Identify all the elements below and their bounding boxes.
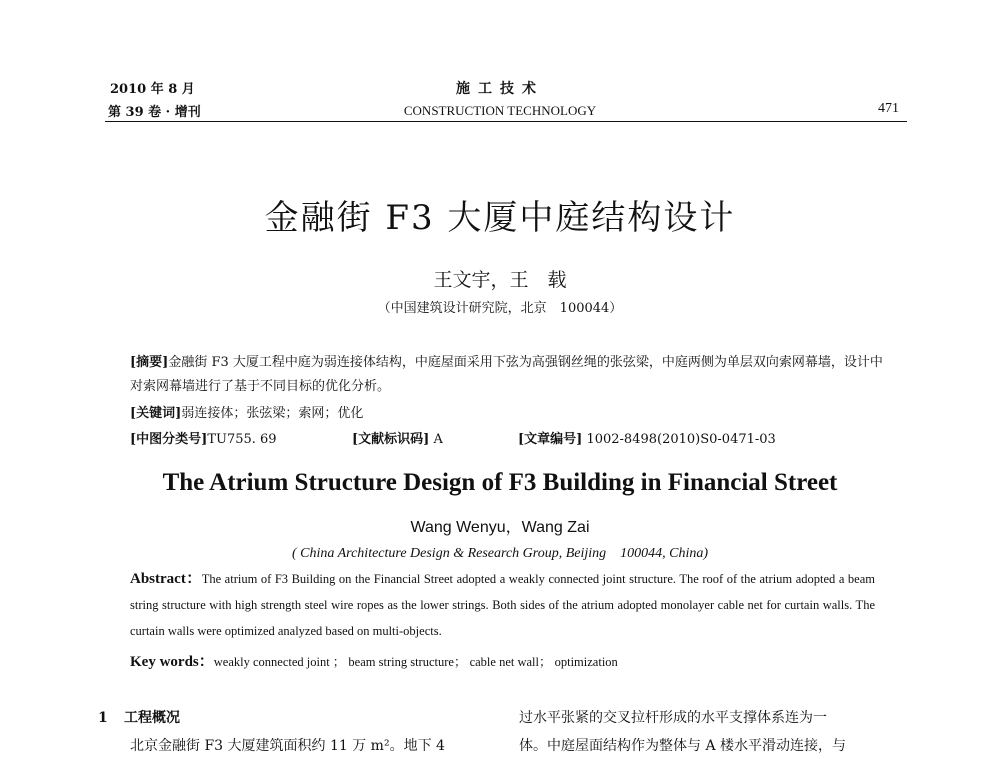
clc-label: [中图分类号] — [130, 432, 208, 447]
paper-title-en: The Atrium Structure Design of F3 Building in Financial Street — [162, 469, 838, 496]
document-code — [352, 428, 443, 447]
journal-name-en: CONSTRUCTION TECHNOLOGY — [403, 103, 597, 118]
paper-title-cn: 金融街 F3 大厦中庭结构设计 — [264, 198, 736, 238]
issue-date: 2010 年 8 月 — [110, 82, 195, 97]
abstract-en-label: Abstract： — [130, 571, 202, 587]
keywords-cn-text: 弱连接体；张弦梁；索网；优化 — [181, 406, 364, 421]
article-number — [518, 428, 776, 447]
keywords-cn — [130, 402, 363, 421]
abstract-cn-label: [摘要] — [130, 355, 169, 370]
keywords-cn-label: [关键词] — [130, 406, 182, 421]
page-number: 471 — [878, 101, 899, 116]
abstract-cn-text: 金融街 F3 大厦工程中庭为弱连接体结构，中庭屋面采用下弦为高强钢丝绳的张弦梁，中庭两侧为单层双向索网幕墙，设计中对索网幕墙进行了基于不同目标的优化分析。 — [130, 355, 883, 394]
section-title: 工程概况 — [124, 710, 180, 726]
article-number-value: 1002-8498(2010)S0-0471-03 — [586, 432, 776, 447]
section-heading — [98, 707, 180, 727]
header-rule — [105, 121, 907, 122]
keywords-en — [130, 650, 618, 671]
section-number: 1 — [98, 710, 108, 726]
keywords-en-label: Key words： — [130, 654, 214, 670]
abstract-cn — [130, 351, 890, 399]
volume-info: 第 39 卷 · 增刊 — [108, 105, 201, 120]
abstract-en-text: The atrium of F3 Building on the Financial Street adopted a weakly connected joint structure. The roof of the atrium adopted a beam string structure with high strength steel wire ropes as the lower strings. Both sides of the atrium adopted monolayer cable net for curtain walls. The curtain walls were optimized analyzed based on multi-objects. — [130, 572, 875, 638]
journal-name-cn: 施工技术 — [456, 81, 544, 97]
body-text-right-line-2: 体。中庭屋面结构作为整体与 A 楼水平滑动连接，与 — [519, 738, 847, 754]
doc-code-label: [文献标识码] — [352, 432, 430, 447]
authors-en: Wang Wenyu，Wang Zai — [410, 519, 590, 536]
article-number-label: [文章编号] — [518, 432, 583, 447]
clc-number — [130, 428, 277, 447]
doc-code-value: A — [433, 432, 443, 447]
clc-value: TU755. 69 — [207, 432, 277, 447]
body-text-right-line-1: 过水平张紧的交叉拉杆形成的水平支撑体系连为一 — [519, 710, 827, 726]
authors-cn: 王文宇，王 载 — [433, 269, 567, 291]
keywords-en-text: weakly connected joint ； beam string structure； cable net wall； optimization — [213, 655, 618, 669]
affiliation-cn: （中国建筑设计研究院，北京 100044） — [377, 301, 623, 316]
body-text-left: 北京金融街 F3 大厦建筑面积约 11 万 m²。地下 4 — [130, 738, 445, 754]
abstract-en — [130, 566, 875, 644]
affiliation-en: ( China Architecture Design & Research Group, Beijing 100044, China) — [291, 546, 709, 561]
